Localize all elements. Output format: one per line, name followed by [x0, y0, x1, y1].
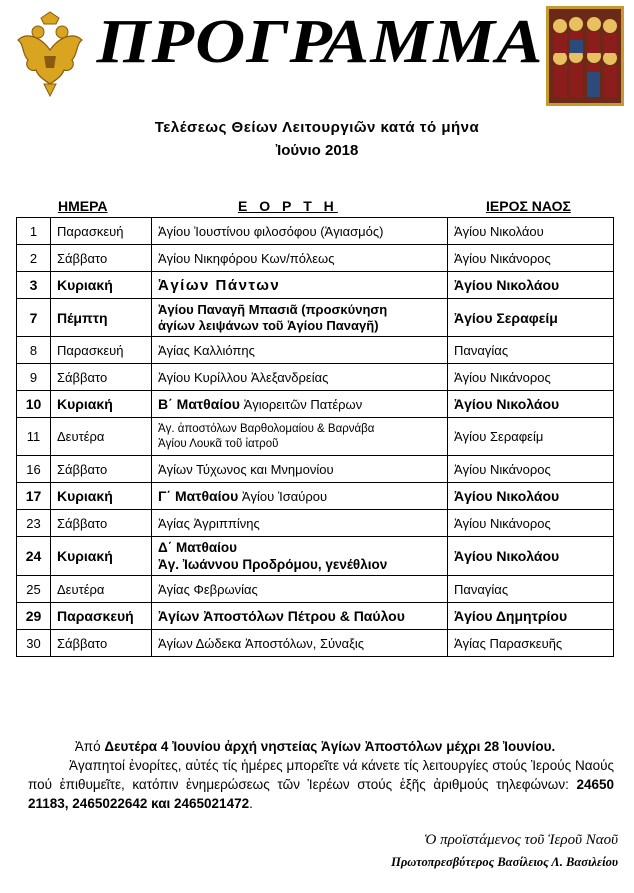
row-feast: Ἁγίων Πάντων [152, 272, 448, 299]
table-row [17, 391, 614, 418]
table-row [17, 483, 614, 510]
row-church: Ἁγίας Παρασκευῆς [448, 630, 614, 657]
row-date: 30 [17, 630, 51, 657]
row-feast: Ἁγίου Ἰουστίνου φιλοσόφου (Ἁγιασμός) [152, 218, 448, 245]
row-church: Παναγίας [448, 576, 614, 603]
row-day: Παρασκευή [51, 603, 152, 630]
table-row [17, 456, 614, 483]
table-row [17, 418, 614, 456]
row-church: Ἁγίου Σεραφείμ [448, 299, 614, 337]
table-row [17, 603, 614, 630]
row-church: Ἁγίου Νικάνορος [448, 245, 614, 272]
row-church: Ἁγίου Νικολάου [448, 272, 614, 299]
row-date: 7 [17, 299, 51, 337]
apostles-icon-image [546, 6, 624, 106]
column-header-feast: Ε Ο Ρ Τ Η [238, 198, 338, 214]
fasting-note-dates: Δευτέρα 4 Ἰουνίου ἀρχή νηστείας Ἁγίων Ἀποστόλων μέχρι 28 Ἰουνίου. [104, 739, 556, 754]
row-feast-line2: Ἁγ. Ἰωάννου Προδρόμου, γενέθλιον [158, 557, 388, 572]
row-feast-line1: Ἁγίου Παναγῆ Μπασιᾶ (προσκύνηση [158, 301, 388, 317]
row-date: 10 [17, 391, 51, 418]
row-date: 2 [17, 245, 51, 272]
row-church: Ἁγίου Νικολάου [448, 537, 614, 576]
row-feast: Ἁγίου Νικηφόρου Κων/πόλεως [152, 245, 448, 272]
row-date: 17 [17, 483, 51, 510]
row-day: Κυριακή [51, 272, 152, 299]
table-row [17, 299, 614, 337]
row-day: Σάββατο [51, 245, 152, 272]
row-feast [152, 391, 448, 418]
subtitle-line1: Τελέσεως Θείων Λειτουργιῶν κατά τό μήνα [154, 119, 480, 136]
row-feast: Ἁγίας Ἀγριππίνης [152, 510, 448, 537]
row-church: Παναγίας [448, 337, 614, 364]
row-feast: Ἁγίων Τύχωνος και Μνημονίου [152, 456, 448, 483]
column-header-church: ΙΕΡΟΣ ΝΑΟΣ [486, 198, 571, 214]
row-feast: Ἁγίων Δώδεκα Ἀποστόλων, Σύναξις [152, 630, 448, 657]
row-feast-rest: Ἁγίου Ἰσαύρου [238, 489, 328, 504]
row-date: 24 [17, 537, 51, 576]
row-feast-bold: Β΄ Ματθαίου [158, 396, 240, 412]
table-row [17, 510, 614, 537]
row-day: Δευτέρα [51, 576, 152, 603]
row-feast [152, 418, 448, 456]
table-row [17, 537, 614, 576]
signature-title: Ὁ προϊστάμενος τοῦ Ἱεροῦ Ναοῦ [424, 832, 618, 848]
contact-note [28, 756, 614, 813]
table-row [17, 245, 614, 272]
row-date: 16 [17, 456, 51, 483]
header [0, 0, 634, 110]
table-row [17, 337, 614, 364]
row-feast [152, 537, 448, 576]
row-day: Δευτέρα [51, 418, 152, 456]
table-row [17, 576, 614, 603]
row-feast: Ἁγίου Κυρίλλου Ἀλεξανδρείας [152, 364, 448, 391]
row-day: Κυριακή [51, 483, 152, 510]
row-feast [152, 483, 448, 510]
row-day: Κυριακή [51, 537, 152, 576]
row-church: Ἁγίου Νικολάου [448, 218, 614, 245]
row-church: Ἁγίου Σεραφείμ [448, 418, 614, 456]
row-feast-line1: Δ΄ Ματθαίου [158, 540, 237, 555]
row-feast-line2: Ἁγίου Λουκᾶ τοῦ ἰατροῦ [158, 437, 279, 450]
signature-name: Πρωτοπρεσβύτερος Βασίλειος Λ. Βασιλείου [391, 855, 618, 869]
row-day: Παρασκευή [51, 218, 152, 245]
fasting-note [16, 737, 614, 756]
row-day: Σάββατο [51, 510, 152, 537]
row-date: 29 [17, 603, 51, 630]
row-day: Πέμπτη [51, 299, 152, 337]
row-day: Σάββατο [51, 630, 152, 657]
table-row [17, 630, 614, 657]
row-date: 9 [17, 364, 51, 391]
page-title: ΠΡΟΓΡΑΜΜΑ [96, 8, 544, 76]
row-feast-bold: Γ΄ Ματθαίου [158, 488, 239, 504]
table-row [17, 364, 614, 391]
row-church: Ἁγίου Νικάνορος [448, 364, 614, 391]
row-date: 25 [17, 576, 51, 603]
column-header-day: ΗΜΕΡΑ [58, 198, 108, 214]
row-date: 1 [17, 218, 51, 245]
row-feast: Ἁγίων Ἀποστόλων Πέτρου & Παύλου [152, 603, 448, 630]
row-church: Ἁγίου Νικολάου [448, 483, 614, 510]
phone-numbers: 24650 21183, 2465022642 και 2465021472 [28, 777, 614, 811]
row-church: Ἁγίου Νικολάου [448, 391, 614, 418]
contact-note-text: Ἀγαπητοί ἐνορίτες, αὐτές τίς ἡμέρες μπορεῖτε νά κάνετε τίς λειτουργίες στούς Ἱερούς Ναούς πού ἐπιθυμεῖτε, κατόπιν ἐνημερώσεως τῶν Ἱερέων στούς ἑξῆς ἀριθμούς τηλεφώνων: [28, 758, 614, 792]
row-date: 3 [17, 272, 51, 299]
row-church: Ἁγίου Νικάνορος [448, 510, 614, 537]
row-church: Ἁγίου Δημητρίου [448, 603, 614, 630]
row-date: 11 [17, 418, 51, 456]
row-feast: Ἁγίας Καλλιόπης [152, 337, 448, 364]
row-church: Ἁγίου Νικάνορος [448, 456, 614, 483]
row-feast-line2: ἁγίων λειψάνων τοῦ Ἁγίου Παναγῆ) [158, 317, 379, 333]
row-day: Κυριακή [51, 391, 152, 418]
subtitle-line2: Ἰούνιο 2018 [275, 142, 359, 159]
table-row [17, 218, 614, 245]
row-feast-line1: Ἁγ. ἀποστόλων Βαρθολομαίου & Βαρνάβα [158, 422, 375, 435]
row-date: 8 [17, 337, 51, 364]
row-feast: Ἁγίας Φεβρωνίας [152, 576, 448, 603]
schedule-table [16, 217, 614, 657]
row-feast [152, 299, 448, 337]
contact-note-end: . [249, 796, 253, 811]
fasting-note-prefix: Ἀπό [74, 739, 105, 754]
row-date: 23 [17, 510, 51, 537]
row-day: Σάββατο [51, 364, 152, 391]
row-feast-rest: Ἁγιορειτῶν Πατέρων [239, 397, 363, 412]
row-day: Σάββατο [51, 456, 152, 483]
table-row [17, 272, 614, 299]
row-day: Παρασκευή [51, 337, 152, 364]
